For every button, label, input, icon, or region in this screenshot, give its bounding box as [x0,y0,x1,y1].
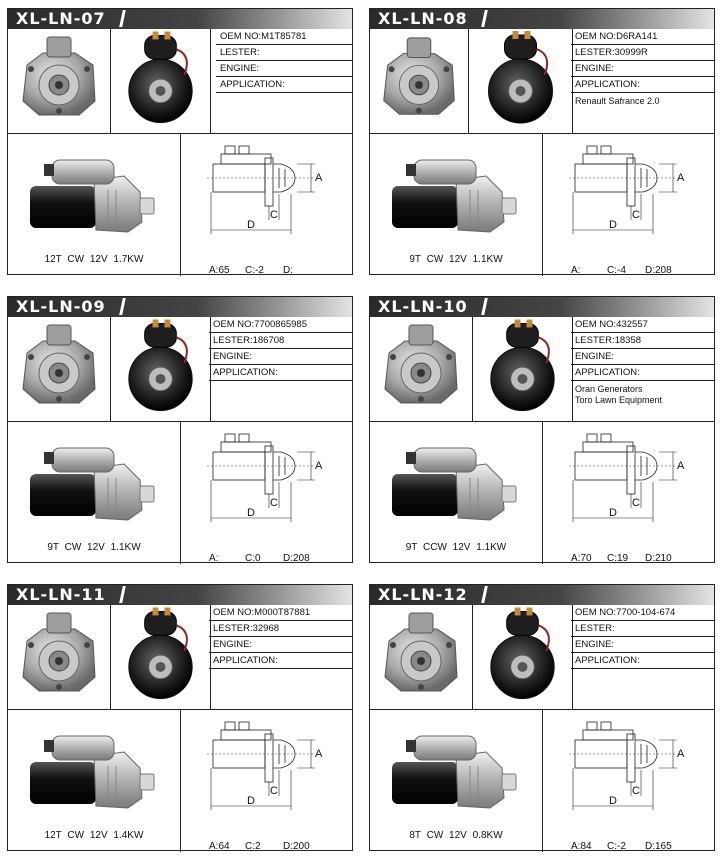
dimension-d-label: D [247,219,255,231]
dimension-drawing [565,430,685,534]
application-line: Toro Lawn Equipment [575,395,663,405]
dimension-d-value: D:165 [645,841,672,852]
application-label: APPLICATION: [216,77,352,93]
dimension-a-label: A [315,172,323,184]
side-view-photo [16,722,166,814]
oem-number: OEM NO:M1T85781 [216,29,352,45]
spec-info-table [209,317,352,421]
rear-view-photo [473,605,573,709]
rear-view-photo [111,317,211,421]
application-label: APPLICATION: [209,653,352,669]
front-view-photo [8,317,111,421]
lester-number: LESTER: [216,45,352,61]
application-value [209,669,352,672]
dimension-d-value: D:208 [283,553,310,564]
card-bottom [8,133,352,276]
oem-number: OEM NO:7700865985 [209,317,352,333]
motor-spec-text: 9T CW 12V 1.1KW [47,542,141,553]
side-view-area [370,134,543,276]
dimension-c-label: C [270,785,278,797]
dimension-drawing-area [541,134,714,276]
engine-field: ENGINE: [209,637,352,653]
engine-field: ENGINE: [571,349,714,365]
dimension-d-label: D [609,219,617,231]
dimension-d-label: D [609,795,617,807]
engine-field: ENGINE: [209,349,352,365]
lester-number: LESTER:32968 [209,621,352,637]
side-view-area [370,422,543,564]
header-slash-mark [119,298,126,315]
dimension-c-value: C:-4 [607,265,626,276]
part-code: XL-LN-08 [378,9,468,28]
dimension-c-label: C [632,785,640,797]
spec-info-table [209,605,352,709]
card-header [8,9,352,29]
front-view-photo [8,29,111,133]
application-label: APPLICATION: [571,77,714,93]
dimension-a-label: A [677,460,685,472]
dimension-a-value: A: [571,265,581,276]
application-value [571,669,714,672]
dimension-c-label: C [270,209,278,221]
motor-spec-text: 8T CW 12V 0.8KW [409,830,503,841]
lester-number: LESTER:186708 [209,333,352,349]
dimension-drawing [565,718,685,822]
dimension-a-value: A:65 [209,265,230,276]
dimension-c-label: C [632,497,640,509]
card-header [8,585,352,605]
application-line: Oran Generators [575,384,643,394]
dimension-a-value: A:64 [209,841,230,852]
front-view-photo [370,317,473,421]
product-card-xl-ln-09 [7,296,353,563]
application-line: Renault Safrance 2.0 [575,96,660,106]
rear-view-photo [469,29,573,133]
product-card-xl-ln-10 [369,296,715,563]
dimension-d-label: D [609,507,617,519]
card-bottom [370,421,714,564]
dimension-a-value: A: [209,553,219,564]
motor-spec-text: 12T CW 12V 1.7KW [44,254,144,265]
rear-view-photo [111,605,211,709]
part-code: XL-LN-12 [378,585,468,604]
card-bottom [8,421,352,564]
dimension-d-value: D:208 [645,265,672,276]
header-slash-mark [481,586,488,603]
dimension-drawing-area [179,422,352,564]
dimension-drawing-area [179,710,352,852]
dimension-a-value: A:70 [571,553,592,564]
motor-spec-text: 12T CW 12V 1.4KW [44,830,144,841]
dimension-a-label: A [315,460,323,472]
header-slash-mark [119,10,126,27]
oem-number: OEM NO:7700-104-674 [571,605,714,621]
dimension-d-value: D:200 [283,841,310,852]
dimension-c-value: C:2 [245,841,261,852]
product-card-xl-ln-12 [369,584,715,851]
header-slash-mark [481,10,488,27]
product-card-xl-ln-07 [7,8,353,275]
application-label: APPLICATION: [209,365,352,381]
card-bottom [370,709,714,852]
dimension-c-label: C [270,497,278,509]
dimension-d-label: D [247,795,255,807]
dimension-drawing [203,718,323,822]
product-card-xl-ln-11 [7,584,353,851]
lester-number: LESTER: [571,621,714,637]
product-card-xl-ln-08 [369,8,715,275]
side-view-photo [378,722,528,814]
engine-field: ENGINE: [571,637,714,653]
card-header [370,585,714,605]
card-header [370,297,714,317]
dimension-drawing [565,142,685,246]
side-view-area [8,134,181,276]
front-view-photo [370,605,473,709]
application-value [571,93,714,107]
dimension-drawing [203,142,323,246]
application-label: APPLICATION: [571,653,714,669]
header-slash-mark [119,586,126,603]
side-view-photo [16,434,166,526]
card-bottom [8,709,352,852]
side-view-area [370,710,543,852]
side-view-photo [378,434,528,526]
front-view-photo [8,605,111,709]
dimension-d-value: D:210 [645,553,672,564]
dimension-c-value: C:0 [245,553,261,564]
dimension-a-label: A [677,748,685,760]
dimension-c-value: C:-2 [607,841,626,852]
card-bottom [370,133,714,276]
dimension-a-value: A:84 [571,841,592,852]
motor-spec-text: 9T CW 12V 1.1KW [409,254,503,265]
spec-info-table [571,29,714,133]
dimension-drawing-area [179,134,352,276]
part-code: XL-LN-11 [16,585,106,604]
dimension-c-value: C:19 [607,553,629,564]
card-header [370,9,714,29]
dimension-c-label: C [632,209,640,221]
part-code: XL-LN-07 [16,9,106,28]
engine-field: ENGINE: [571,61,714,77]
application-label: APPLICATION: [571,365,714,381]
part-code: XL-LN-10 [378,297,468,316]
side-view-area [8,710,181,852]
oem-number: OEM NO:M000T87881 [209,605,352,621]
header-slash-mark [481,298,488,315]
side-view-area [8,422,181,564]
application-value [209,381,352,384]
side-view-photo [16,146,166,238]
rear-view-photo [473,317,573,421]
dimension-drawing [203,430,323,534]
lester-number: LESTER:30999R [571,45,714,61]
spec-info-table [571,605,714,709]
part-code: XL-LN-09 [16,297,106,316]
lester-number: LESTER:18358 [571,333,714,349]
dimension-c-value: C:-2 [245,265,264,276]
spec-info-table [216,29,352,133]
application-value [216,93,352,96]
side-view-photo [378,146,528,238]
card-header [8,297,352,317]
oem-number: OEM NO:432557 [571,317,714,333]
dimension-a-label: A [315,748,323,760]
motor-spec-text: 9T CCW 12V 1.1KW [405,542,507,553]
oem-number: OEM NO:D6RA141 [571,29,714,45]
dimension-d-value: D: [283,265,293,276]
dimension-drawing-area [541,710,714,852]
application-value [571,381,714,406]
spec-info-table [571,317,714,421]
rear-view-photo [111,29,211,133]
dimension-d-label: D [247,507,255,519]
dimension-a-label: A [677,172,685,184]
front-view-photo [370,29,469,133]
engine-field: ENGINE: [216,61,352,77]
dimension-drawing-area [541,422,714,564]
